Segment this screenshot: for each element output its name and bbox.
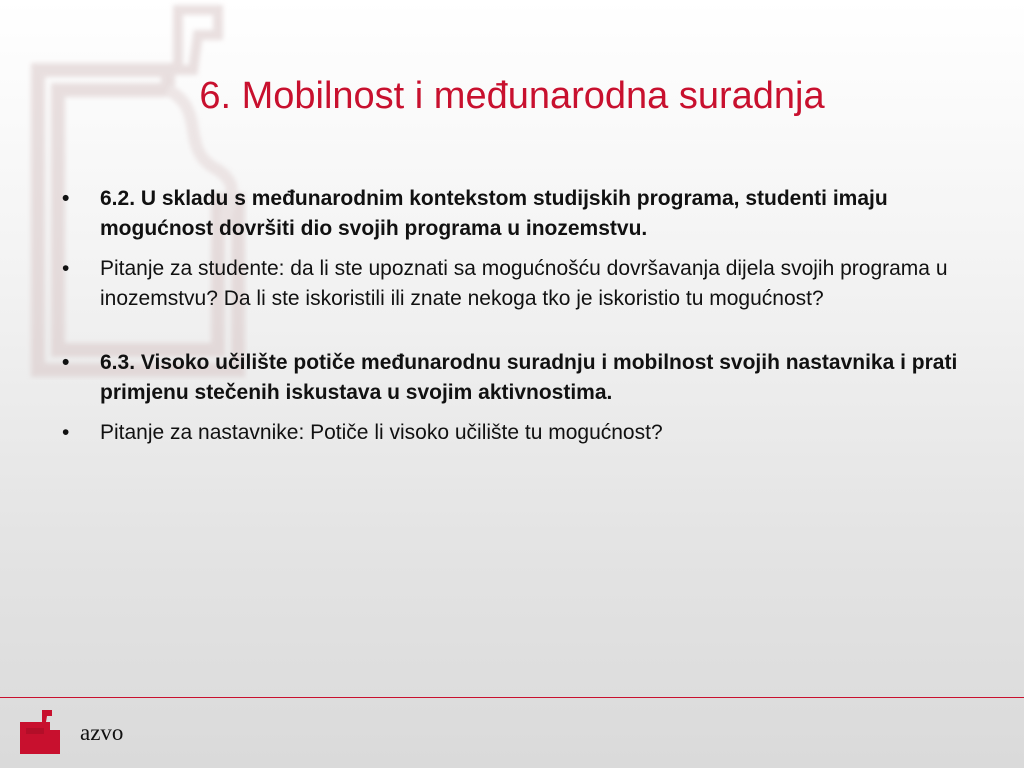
list-item-text: Pitanje za studente: da li ste upoznati sa mogućnošću dovršavanja dijela svojih programa u inozemstvu? Da li ste iskoristili ili znate nekoga tko je iskoristio tu mogućnost? [100, 257, 948, 310]
list-item-text: 6.2. U skladu s međunarodnim kontekstom studijskih programa, studenti imaju mogućnost dovršiti dio svojih programa u inozemstvu. [100, 187, 888, 240]
list-item-text: 6.3. Visoko učilište potiče međunarodnu suradnju i mobilnost svojih nastavnika i prati primjenu stečenih iskustava u svojim aktivnostima. [100, 351, 958, 404]
bullet-glyph: • [62, 257, 70, 280]
list-item [62, 418, 962, 448]
footer-divider [0, 697, 1024, 698]
list-item-text: Pitanje za nastavnike: Potiče li visoko učilište tu mogućnost? [100, 421, 663, 444]
list-item [62, 348, 962, 408]
slide-title: 6. Mobilnost i međunarodna suradnja [199, 75, 825, 117]
bullet-glyph: • [62, 421, 70, 444]
azvo-logo-icon [16, 708, 62, 756]
list-item [62, 184, 962, 244]
bullet-list [62, 184, 962, 458]
list-item [62, 254, 962, 314]
bullet-glyph: • [62, 187, 70, 210]
footer-brand-text: azvo [80, 720, 124, 745]
bullet-glyph: • [62, 351, 70, 374]
